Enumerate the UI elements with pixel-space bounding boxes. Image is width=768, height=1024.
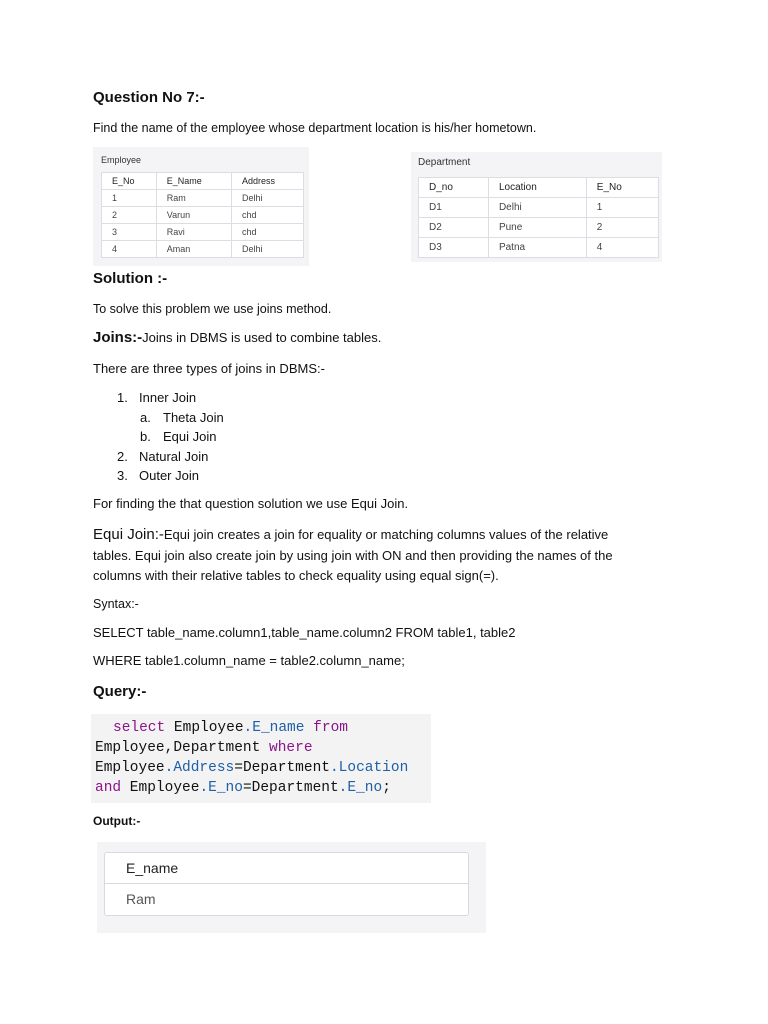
output-value: Ram <box>126 891 156 907</box>
table-row <box>102 241 304 258</box>
employee-table <box>101 172 304 258</box>
employee-header-eno: E_No <box>102 173 157 190</box>
table-row <box>419 198 659 218</box>
department-table-caption: Department <box>418 157 471 168</box>
table-cell: D3 <box>419 238 489 258</box>
code-line-4: and Employee.E_no=Department.E_no; <box>95 780 391 796</box>
equi-line-3: columns with their relative tables to check equality using equal sign(=). <box>93 568 499 583</box>
department-table <box>418 177 659 258</box>
table-cell: chd <box>232 224 304 241</box>
question-title: Question No 7:- <box>93 89 205 106</box>
list-item: 3. Outer Join <box>117 468 199 483</box>
code-line-3: Employee.Address=Department.Location <box>95 760 409 776</box>
sql-code-block <box>91 714 431 803</box>
table-row <box>102 190 304 207</box>
equi-line-2: tables. Equi join also create join by using join with ON and then providing the names of the <box>93 548 613 563</box>
employee-table-image <box>93 147 309 266</box>
table-cell: D1 <box>419 198 489 218</box>
table-cell: chd <box>232 207 304 224</box>
joins-label: Joins:- <box>93 329 143 346</box>
table-cell: Ravi <box>156 224 231 241</box>
list-item: a. Theta Join <box>140 409 224 425</box>
join-types-list <box>117 388 224 486</box>
syntax-line-1: SELECT table_name.column1,table_name.column2 FROM table1, table2 <box>93 625 516 640</box>
table-cell: 4 <box>102 241 157 258</box>
syntax-line-2: WHERE table1.column_name = table2.column_name; <box>93 653 405 668</box>
equi-line-1: Equi Join:-Equi join creates a join for equality or matching columns values of the relative <box>93 526 609 543</box>
table-cell: 1 <box>102 190 157 207</box>
table-cell: Delhi <box>232 241 304 258</box>
query-title: Query:- <box>93 683 147 700</box>
output-table-image <box>97 842 486 933</box>
output-label: Output:- <box>93 814 141 828</box>
list-item: b. Equi Join <box>140 429 217 444</box>
table-cell: Ram <box>156 190 231 207</box>
department-header-location: Location <box>488 178 586 198</box>
department-header-dno: D_no <box>419 178 489 198</box>
table-row <box>419 238 659 258</box>
department-header-eno: E_No <box>586 178 658 198</box>
table-cell: 1 <box>586 198 658 218</box>
table-cell: Pune <box>488 218 586 238</box>
solution-text: To solve this problem we use joins method. <box>93 302 332 316</box>
syntax-label: Syntax:- <box>93 597 139 611</box>
employee-table-caption: Employee <box>101 155 142 165</box>
finding-text: For finding the that question solution we use Equi Join. <box>93 496 409 511</box>
code-line-2: Employee,Department where <box>95 740 313 756</box>
table-cell: Patna <box>488 238 586 258</box>
table-row <box>419 218 659 238</box>
joins-text: Joins in DBMS is used to combine tables. <box>142 330 382 345</box>
table-cell: Delhi <box>232 190 304 207</box>
department-table-image <box>411 152 662 262</box>
question-text: Find the name of the employee whose department location is his/her hometown. <box>93 121 537 135</box>
table-cell: 3 <box>102 224 157 241</box>
code-line-1: select Employee.E_name from <box>113 720 348 736</box>
employee-header-ename: E_Name <box>156 173 231 190</box>
joins-definition <box>93 329 381 347</box>
table-cell: 2 <box>586 218 658 238</box>
employee-header-address: Address <box>232 173 304 190</box>
table-cell: Delhi <box>488 198 586 218</box>
equi-label: Equi Join:- <box>93 526 164 543</box>
table-cell: 2 <box>102 207 157 224</box>
solution-title: Solution :- <box>93 270 168 287</box>
types-intro: There are three types of joins in DBMS:- <box>93 361 325 376</box>
list-item: 1. Inner Join <box>117 390 197 405</box>
table-cell: 4 <box>586 238 658 258</box>
table-cell: Aman <box>156 241 231 258</box>
list-item: 2. Natural Join <box>117 448 209 464</box>
output-header: E_name <box>105 853 468 884</box>
table-row <box>102 207 304 224</box>
output-table <box>104 852 469 916</box>
table-cell: Varun <box>156 207 231 224</box>
table-cell: D2 <box>419 218 489 238</box>
table-row <box>102 224 304 241</box>
